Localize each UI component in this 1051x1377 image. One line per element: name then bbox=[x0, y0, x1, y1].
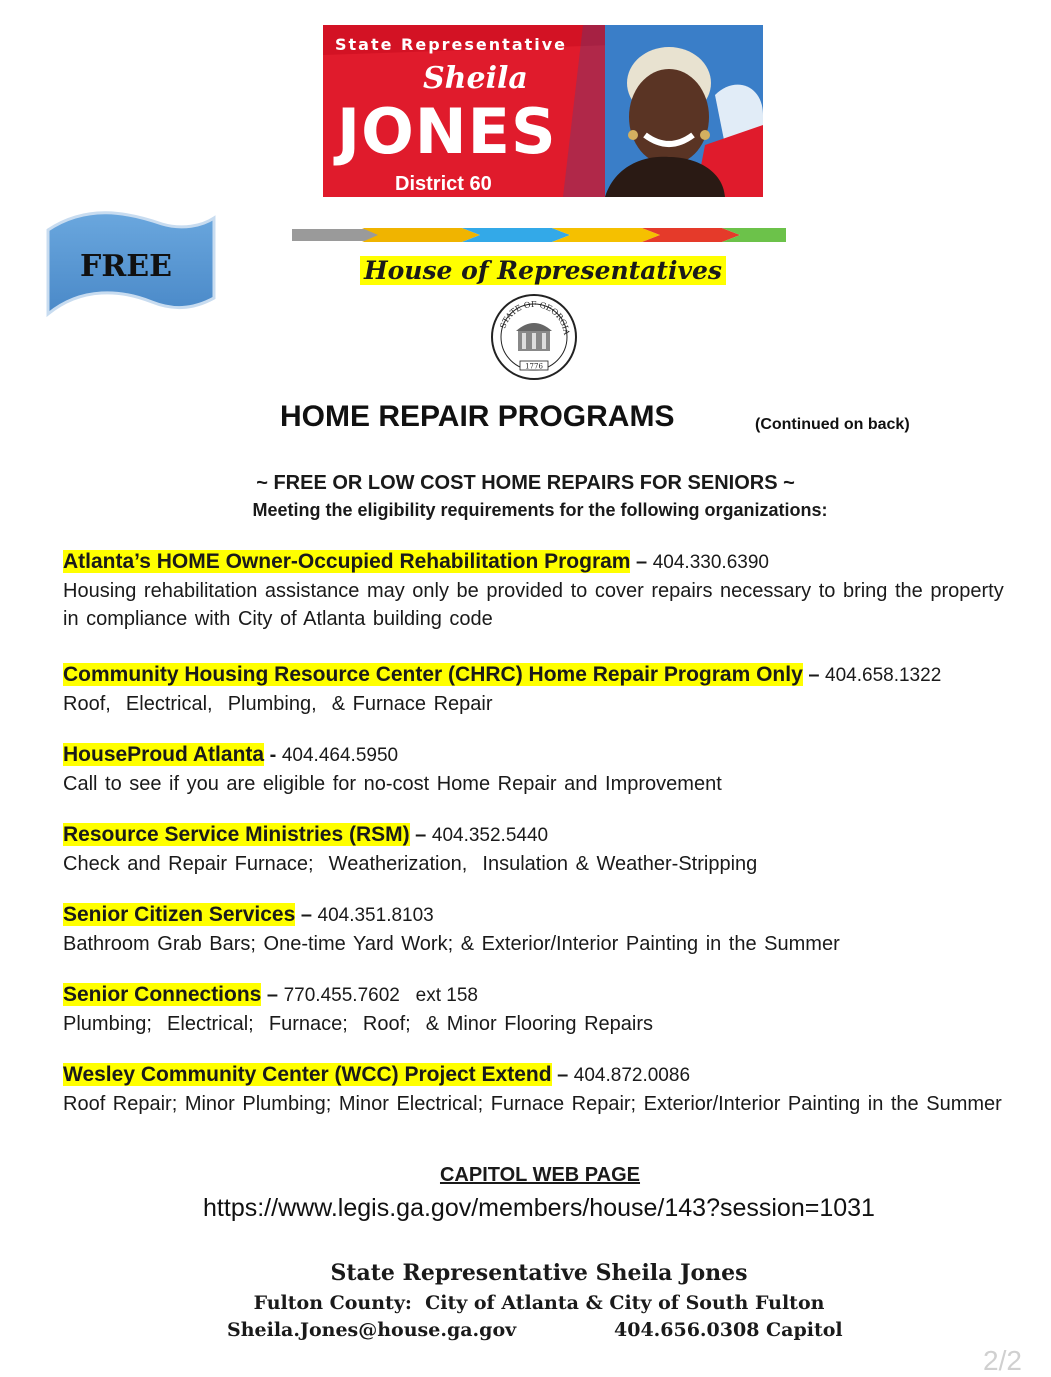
continued-note: (Continued on back) bbox=[755, 416, 910, 433]
program-description: Bathroom Grab Bars; One-time Yard Work; & Exterior/Interior Painting in the Summer bbox=[63, 933, 840, 955]
program-separator: – bbox=[261, 984, 284, 1006]
program-name: Wesley Community Center (WCC) Project Extend bbox=[63, 1063, 552, 1086]
program-separator: – bbox=[551, 1064, 574, 1086]
free-flag bbox=[42, 206, 218, 326]
document-subtitle: ~ FREE OR LOW COST HOME REPAIRS FOR SENIORS ~ bbox=[256, 472, 795, 494]
program-name: Community Housing Resource Center (CHRC) Home Repair Program Only bbox=[63, 663, 803, 686]
program-separator: – bbox=[295, 904, 318, 926]
program-description: Roof Repair; Minor Plumbing; Minor Electrical; Furnace Repair; Exterior/Interior Painting in the Summer bbox=[63, 1093, 1002, 1115]
program-entry bbox=[63, 981, 1023, 1038]
eligibility-subheading: Meeting the eligibility requirements for the following organizations: bbox=[252, 500, 828, 520]
program-entry bbox=[63, 741, 1023, 798]
banner-last-name: JONES bbox=[337, 95, 557, 168]
program-description: Housing rehabilitation assistance may only be provided to cover repairs necessary to bring the property in compliance with City of Atlanta building code bbox=[63, 580, 1004, 630]
wavy-flag-icon bbox=[42, 206, 218, 326]
program-phone: 404.352.5440 bbox=[431, 825, 549, 846]
program-separator: – bbox=[409, 824, 432, 846]
seal-text: STATE OF GEORGIA bbox=[498, 299, 572, 336]
footer-county: Fulton County: City of Atlanta & City of South Fulton bbox=[253, 1292, 825, 1314]
program-phone: 404.330.6390 bbox=[652, 552, 769, 573]
banner-first-name: Sheila bbox=[423, 61, 528, 96]
program-separator: – bbox=[630, 551, 653, 573]
program-entry bbox=[63, 548, 1023, 633]
house-of-representatives-title: House of Representatives bbox=[360, 256, 726, 285]
capitol-web-page-link[interactable]: https://www.legis.ga.gov/members/house/143?session=1031 bbox=[203, 1194, 875, 1222]
campaign-banner bbox=[323, 25, 763, 197]
program-name: Atlanta’s HOME Owner-Occupied Rehabilitation Program bbox=[63, 550, 631, 573]
program-entry bbox=[63, 1061, 1023, 1118]
program-separator: – bbox=[802, 664, 826, 686]
free-label: FREE bbox=[80, 249, 172, 284]
document-title: HOME REPAIR PROGRAMS bbox=[280, 400, 675, 433]
program-separator: - bbox=[264, 744, 282, 766]
program-phone: 404.464.5950 bbox=[281, 745, 399, 766]
seal-year: 1776 bbox=[525, 362, 543, 371]
program-description: Check and Repair Furnace; Weatherization, Insulation & Weather-Stripping bbox=[63, 853, 758, 875]
program-phone: 770.455.7602 ext 158 bbox=[283, 985, 478, 1006]
banner-district: District 60 bbox=[395, 173, 492, 195]
program-name: HouseProud Atlanta bbox=[63, 743, 265, 766]
footer-representative-name: State Representative Sheila Jones bbox=[330, 1260, 748, 1286]
program-entry bbox=[63, 901, 1023, 958]
program-name: Senior Citizen Services bbox=[63, 903, 296, 926]
banner-kicker: State Representative bbox=[335, 35, 568, 54]
program-description: Call to see if you are eligible for no-cost Home Repair and Improvement bbox=[63, 773, 722, 795]
capitol-web-page-label: CAPITOL WEB PAGE bbox=[439, 1164, 641, 1186]
program-entry bbox=[63, 661, 1023, 718]
program-entry bbox=[63, 821, 1023, 878]
program-name: Senior Connections bbox=[63, 983, 262, 1006]
program-phone: 404.658.1322 bbox=[825, 665, 942, 686]
program-description: Plumbing; Electrical; Furnace; Roof; & Minor Flooring Repairs bbox=[63, 1013, 653, 1035]
program-phone: 404.351.8103 bbox=[317, 905, 434, 926]
program-name: Resource Service Ministries (RSM) bbox=[63, 823, 410, 846]
footer-email-link[interactable]: Sheila.Jones@house.ga.gov bbox=[227, 1319, 517, 1341]
program-description: Roof, Electrical, Plumbing, & Furnace Repair bbox=[63, 693, 493, 715]
representative-portrait bbox=[605, 25, 763, 197]
footer-phone: 404.656.0308 Capitol bbox=[614, 1319, 843, 1341]
state-of-georgia-seal-icon bbox=[490, 293, 578, 381]
page-number: 2/2 bbox=[983, 1345, 1022, 1376]
program-phone: 404.872.0086 bbox=[573, 1065, 691, 1086]
arrow-strip-graphic bbox=[292, 226, 786, 244]
